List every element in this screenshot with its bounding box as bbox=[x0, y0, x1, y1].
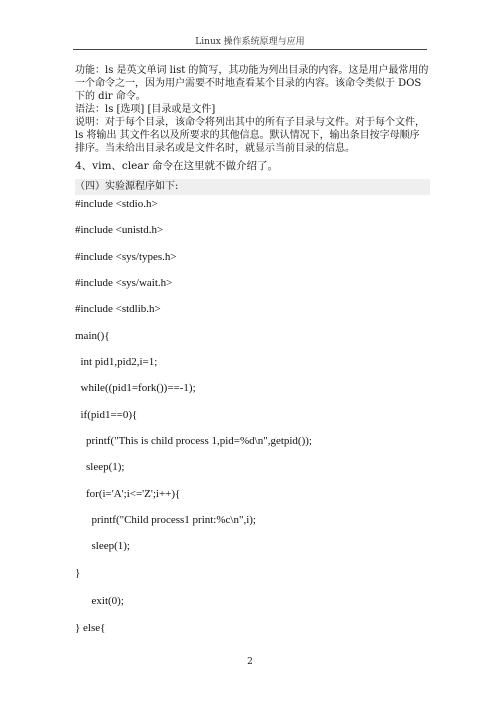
code-line: main(){ bbox=[75, 330, 110, 342]
desc-line-3: 排序。当未给出目录名或是文件名时，就显示当前目录的信息。 bbox=[75, 143, 355, 154]
item-4-note: 4、vim、clear 命令在这里就不做介绍了。 bbox=[75, 160, 278, 172]
code-line: #include <stdlib.h> bbox=[75, 303, 161, 315]
code-line: #include <sys/types.h> bbox=[75, 251, 177, 263]
func-line-3: 下的 dir 命令。 bbox=[75, 91, 146, 102]
desc-line-2: ls 将输出 其文件名以及所要求的其他信息。默认情况下，输出条目按字母顺序 bbox=[75, 130, 420, 141]
section-heading: （四）实验源程序如下: bbox=[75, 179, 430, 195]
header-rule bbox=[73, 49, 427, 50]
running-header: Linux 操作系统原理与应用 bbox=[195, 37, 305, 47]
code-line: for(i='A';i<='Z';i++){ bbox=[75, 488, 181, 500]
code-line: exit(0); bbox=[75, 595, 124, 607]
code-line: } bbox=[75, 567, 81, 579]
code-line: printf("Child process1 print:%c\n",i); bbox=[75, 514, 256, 526]
code-line: while((pid1=fork())==-1); bbox=[75, 382, 196, 394]
intro-section bbox=[75, 64, 430, 195]
syntax-line: 语法：ls [选项] [目录或是文件] bbox=[75, 104, 216, 115]
code-line: printf("This is child process 1,pid=%d\n",getpid()); bbox=[75, 435, 312, 447]
code-line: int pid1,pid2,i=1; bbox=[75, 356, 158, 368]
code-line: if(pid1==0){ bbox=[75, 409, 138, 421]
desc-line-1: 说明：对于每个目录，该命令将列出其中的所有子目录与文件。对于每个文件， bbox=[75, 117, 425, 128]
code-line: } else{ bbox=[75, 622, 106, 634]
func-line-2: 一个命令之一，因为用户需要不时地查看某个目录的内容。该命令类似于 DOS bbox=[75, 78, 422, 89]
code-line: sleep(1); bbox=[75, 461, 125, 473]
func-line-1: 功能：ls 是英文单词 list 的简写，其功能为列出目录的内容。这是用户最常用的 bbox=[75, 65, 429, 76]
code-line: #include <stdio.h> bbox=[75, 198, 158, 210]
code-line: #include <sys/wait.h> bbox=[75, 277, 173, 289]
code-line: sleep(1); bbox=[75, 540, 130, 552]
page-number: 2 bbox=[247, 657, 253, 667]
code-line: #include <unistd.h> bbox=[75, 224, 164, 236]
